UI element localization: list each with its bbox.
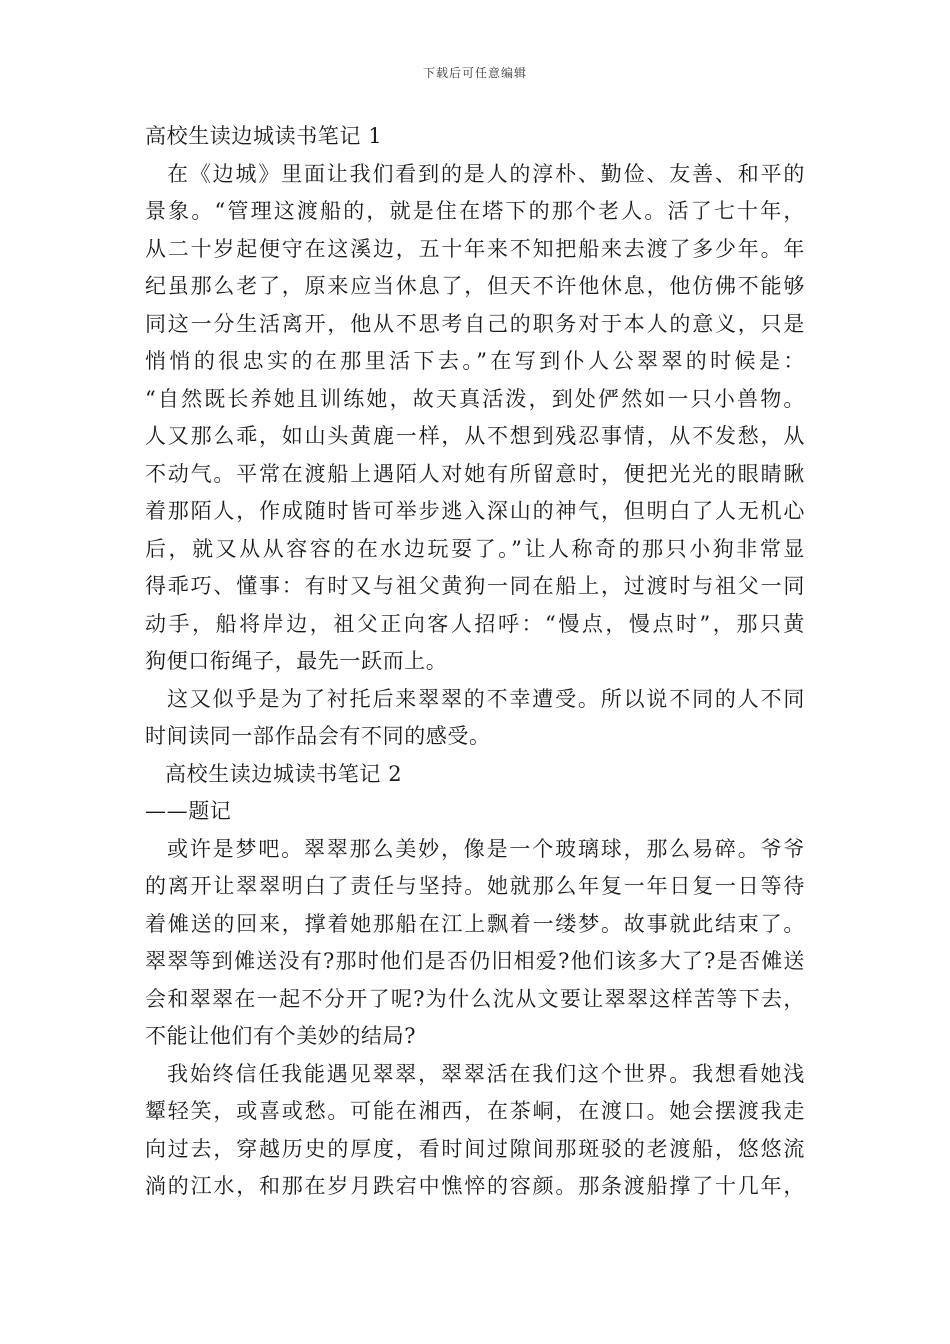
text-line: 的离开让翠翠明白了责任与坚持。她就那么年复一年日复一日等待 [145, 874, 805, 898]
text-line: 翠翠等到傩送没有?那时他们是否仍旧相爱?他们该多大了?是否傩送 [145, 949, 805, 973]
text-line: 纪虽那么老了，原来应当休息了，但天不许他休息，他仿佛不能够 [145, 274, 805, 298]
text-line: 颦轻笑，或喜或愁。可能在湘西，在茶峒，在渡口。她会摆渡我走 [145, 1099, 805, 1123]
text-line: 着傩送的回来，撑着她那船在江上飘着一缕梦。故事就此结束了。 [145, 911, 805, 936]
text-line: 后，就又从从容容的在水边玩耍了。”让人称奇的那只小狗非常显 [145, 536, 805, 561]
text-line: 这又似乎是为了衬托后来翠翠的不幸遭受。所以说不同的人不同 [167, 686, 805, 711]
document-body [145, 118, 805, 1206]
text-line: 着那陌人，作成随时皆可举步逃入深山的神气，但明白了人无机心 [145, 499, 805, 523]
text-line: 会和翠翠在一起不分开了呢?为什么沈从文要让翠翠这样苦等下去， [145, 986, 805, 1011]
text-line: 不动气。平常在渡船上遇陌人对她有所留意时，便把光光的眼睛瞅 [145, 461, 805, 486]
text-line: 狗便口衔绳子，最先一跃而上。 [145, 649, 448, 673]
text-line: 淌的江水，和那在岁月跌宕中憔悴的容颜。那条渡船撑了十几年， [145, 1174, 805, 1198]
text-line: ——题记 [145, 799, 232, 823]
text-line: 时间读同一部作品会有不同的感受。 [145, 724, 491, 748]
text-line: “自然既长养她且训练她，故天真活泼，到处俨然如一只小兽物。 [145, 386, 805, 411]
text-line: 悄悄的很忠实的在那里活下去。”在写到仆人公翠翠的时候是： [145, 349, 805, 373]
page-header: 下载后可任意编辑 [422, 66, 527, 80]
text-line: 得乖巧、懂事：有时又与祖父黄狗一同在船上，过渡时与祖父一同 [145, 574, 805, 598]
text-line: 动手，船将岸边，祖父正向客人招呼：“慢点，慢点时”，那只黄 [145, 611, 805, 636]
text-line: 在《边城》里面让我们看到的是人的淳朴、勤俭、友善、和平的 [167, 161, 805, 186]
text-line: 我始终信任我能遇见翠翠，翠翠活在我们这个世界。我想看她浅 [167, 1061, 805, 1086]
text-line: 景象。“管理这渡船的，就是住在塔下的那个老人。活了七十年， [145, 199, 805, 223]
text-line: 从二十岁起便守在这溪边，五十年来不知把船来去渡了多少年。年 [145, 236, 805, 261]
text-line: 或许是梦吧。翠翠那么美妙，像是一个玻璃球，那么易碎。爷爷 [167, 836, 805, 861]
text-line: 人又那么乖，如山头黄鹿一样，从不想到残忍事情，从不发愁，从 [145, 424, 805, 448]
text-line: 向过去，穿越历史的厚度，看时间过隙间那斑驳的老渡船，悠悠流 [145, 1136, 805, 1161]
text-line: 不能让他们有个美妙的结局? [145, 1024, 417, 1048]
text-line: 高校生读边城读书笔记 1 [145, 124, 383, 148]
text-line: 同这一分生活离开，他从不思考自己的职务对于本人的意义，只是 [145, 311, 805, 336]
text-line: 高校生读边城读书笔记 2 [165, 761, 403, 786]
